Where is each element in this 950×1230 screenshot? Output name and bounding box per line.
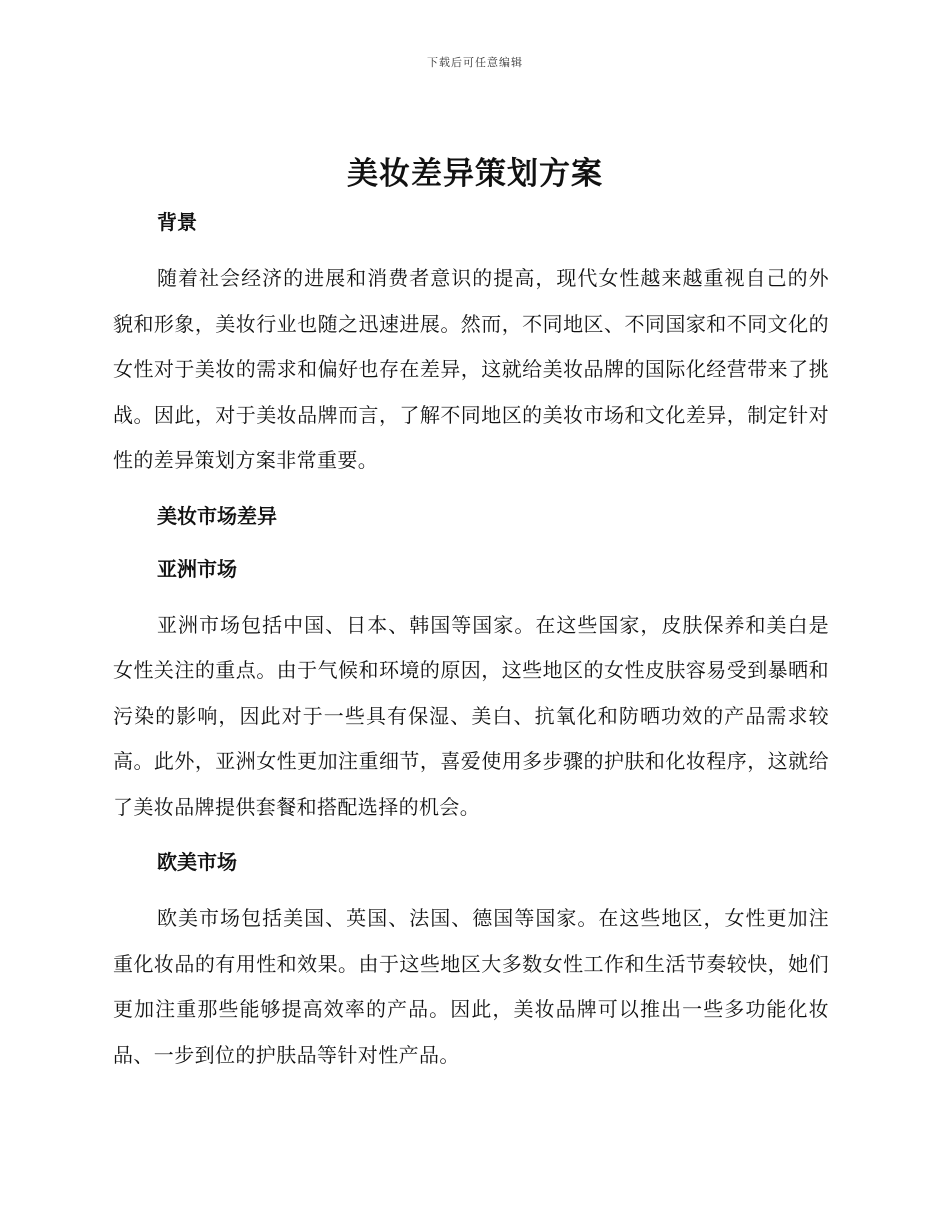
section-heading-market-diff: 美妆市场差异 xyxy=(157,503,277,528)
section-heading-western: 欧美市场 xyxy=(157,850,237,874)
document-body xyxy=(113,202,829,1078)
paragraph-western: 欧美市场包括美国、英国、法国、德国等国家。在这些地区，女性更加注重化妆品的有用性和效果。由于这些地区大多数女性工作和生活节奏较快，她们更加注重那些能够提高效率的产品。因此，美妆品牌可以推出一些多功能化妆品、一步到位的护肤品等针对性产品。 xyxy=(113,906,829,1067)
paragraph-background: 随着社会经济的进展和消费者意识的提高，现代女性越来越重视自己的外貌和形象，美妆行业也随之迅速进展。然而，不同地区、不同国家和不同文化的女性对于美妆的需求和偏好也存在差异，这就给美妆品牌的国际化经营带来了挑战。因此，对于美妆品牌而言，了解不同地区的美妆市场和文化差异，制定针对性的差异策划方案非常重要。 xyxy=(113,266,829,472)
document-title: 美妆差异策划方案 xyxy=(347,156,603,192)
section-heading-background: 背景 xyxy=(157,210,197,234)
header-note: 下载后可任意编辑 xyxy=(427,56,523,69)
paragraph-asia: 亚洲市场包括中国、日本、韩国等国家。在这些国家，皮肤保养和美白是女性关注的重点。由于气候和环境的原因，这些地区的女性皮肤容易受到暴晒和污染的影响，因此对于一些具有保湿、美白、抗氧化和防晒功效的产品需求较高。此外，亚洲女性更加注重细节，喜爱使用多步骤的护肤和化妆程序，这就给了美妆品牌提供套餐和搭配选择的机会。 xyxy=(113,612,829,819)
section-heading-asia: 亚洲市场 xyxy=(157,556,237,581)
